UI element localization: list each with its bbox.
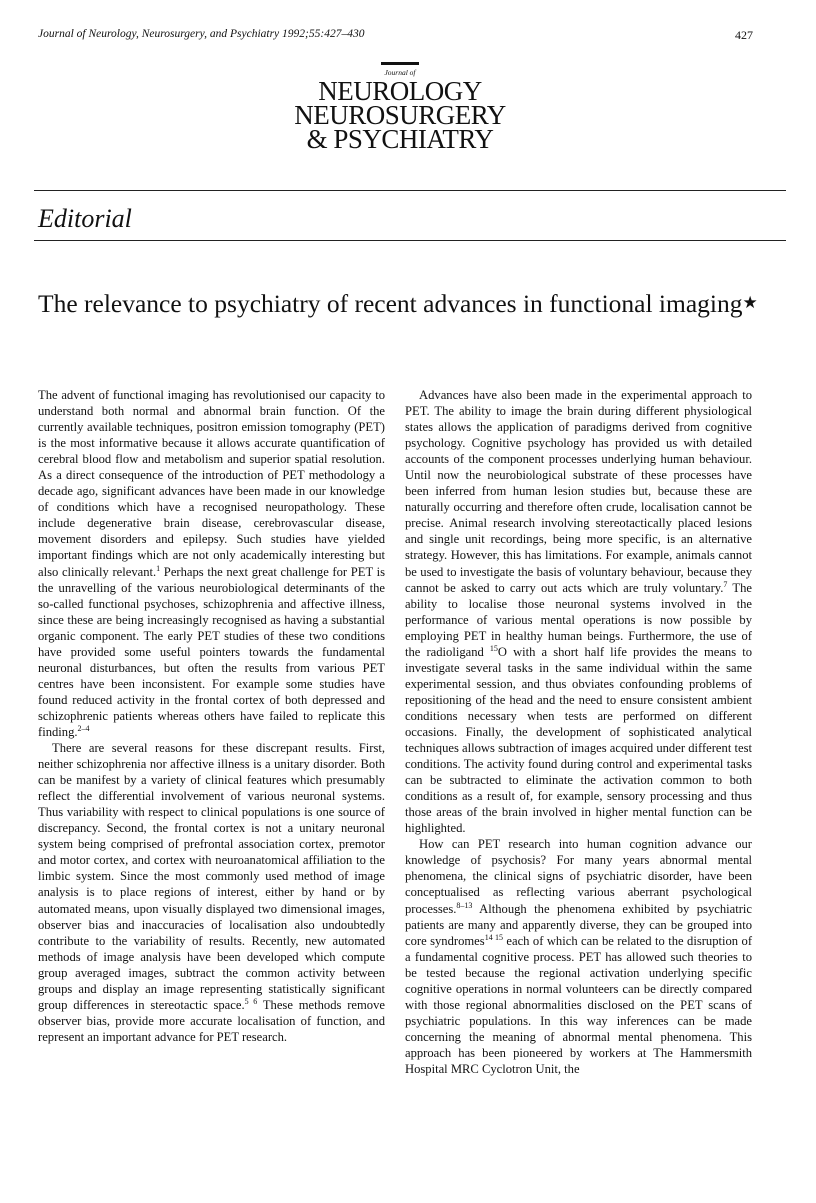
paragraph bbox=[38, 740, 385, 1045]
reference-marker: 1 bbox=[156, 563, 161, 573]
paragraph-text: There are several reasons for these discrepant results. First, neither schizophrenia nor affective illness is a unitary disorder. Both can be manifest by a variety of clinical features which presumably reflect the differential involvement of various neuronal systems. Thus variability with respect to clinical populations is one source of discrepancy. Second, the frontal cortex is not a unitary neuronal system being comprised of prefrontal association cortex, premotor and motor cortex, and cortex with neuroanatomical affiliation to the limbic system. Since the most commonly used method of image analysis is to place regions of interest, either by hand or by automated means, upon visually displayed two dimensional images, observer bias and inaccuracies of localisation also undoubtedly contribute to the variability of results. Recently, new automated methods of image analysis have been developed which compute group averaged images, subtract the common activity between groups and display an image representing statistically significant group differences in stereotactic space. bbox=[38, 741, 385, 1012]
paragraph bbox=[405, 387, 752, 836]
journal-logo bbox=[250, 62, 550, 154]
paragraph-text: Although the phenomena exhibited by psychiatric patients are many and apparently diverse, they can be grouped into core syndromes bbox=[405, 901, 752, 948]
title-footnote-mark: ★ bbox=[742, 293, 758, 312]
bottom-rule bbox=[34, 240, 786, 241]
article-title bbox=[38, 288, 778, 319]
paragraph-text: The advent of functional imaging has revolutionised our capacity to understand both normal and abnormal brain function. Of the currently available techniques, positron emission tomography (PET) is the most informative because it allows accurate quantification of cerebral blood flow and metabolism and superior spatial resolution. As a direct consequence of the introduction of PET methodology a decade ago, significant advances have been made in our knowledge of conditions which have a recognised neuropathology. These include degenerative brain disease, cerebrovascular disease, movement disorders and epilepsy. Such studies have yielded important findings which are not only academically interesting but also clinically relevant. bbox=[38, 388, 385, 579]
reference-marker: 5 6 bbox=[244, 996, 258, 1006]
logo-bar bbox=[381, 62, 419, 65]
paragraph-text: How can PET research into human cognition advance our knowledge of psychosis? For many years abnormal mental phenomena, the clinical signs of psychiatric disorder, have been conceptualised as reflecting various aberrant psychological processes. bbox=[405, 837, 752, 916]
isotope-superscript: 15 bbox=[489, 643, 498, 653]
top-rule bbox=[34, 190, 786, 191]
right-column bbox=[405, 387, 752, 1077]
paragraph bbox=[405, 836, 752, 1077]
section-heading: Editorial bbox=[38, 204, 132, 233]
article-title-text: The relevance to psychiatry of recent advances in functional imaging bbox=[38, 289, 743, 318]
paragraph-text: O with a short half life provides the means to investigate several tasks in the same individual within the same experimental session, and thus obviates confounding problems of repositioning of the head and the need to ensure consistent ambient conditions necessary when tests are performed on different occasions. Finally, the development of sophisticated analytical techniques allows subtraction of images acquired under different test conditions. The activity found during control and experimental tasks can be subtracted to eliminate the activation common to both conditions as a result of, for example, sensory processing and thus those areas of the brain involved in higher mental function can be highlighted. bbox=[405, 644, 752, 836]
paragraph-text: Advances have also been made in the experimental approach to PET. The ability to image the brain during different physiological states allows the application of paradigms derived from cognitive psychology. Cognitive psychology has provided us with detailed accounts of the component processes underlying human behaviour. Until now the neurobiological substrate of these processes have been inferred from human lesion studies but, because these are naturally occurring and therefore often crude, localisation cannot be precise. Animal research involving stereotactically placed lesions and single unit recordings, being more specific, is an alternative strategy. However, this has limitations. For example, animals cannot be used to investigate the basis of voluntary behaviour, because they cannot be asked to carry out acts which are truly voluntary. bbox=[405, 388, 752, 595]
reference-marker: 8–13 bbox=[456, 900, 473, 910]
logo-line-2: NEUROSURGERY bbox=[294, 100, 506, 130]
reference-marker: 2–4 bbox=[77, 723, 90, 733]
paragraph-text: The ability to localise those neuronal systems involved in the performance of various mental operations is now possible by employing PET in healthy human beings. Furthermore, the use of the radioligand bbox=[405, 580, 752, 659]
logo-line-3: & PSYCHIATRY bbox=[306, 124, 494, 154]
reference-marker: 14 15 bbox=[484, 932, 503, 942]
left-column bbox=[38, 387, 385, 1045]
paragraph-text: Perhaps the next great challenge for PET is the unravelling of the various neurobiological determinants of the so-called functional psychoses, schizophrenia and affective illness, since these are being increasingly recognised as having a substantial organic component. The early PET studies of these two conditions have provided some useful pointers towards the fundamental neuronal disturbances, but often the results from various PET centres have been inconsistent. For example some studies have found reduced activity in the frontal cortex of both depressed and schizophrenic patients whereas others have failed to replicate this finding. bbox=[38, 564, 385, 739]
paragraph-text: each of which can be related to the disruption of a fundamental cognitive process. PET has allowed such theories to be tested because the regional activation underlying specific cognitive operations in normal volunteers can be directly compared with those regional abnormalities disclosed on the PET scans of psychiatric populations. In this way inferences can be made concerning the meaning of abnormal mental phenomena. This approach has been pioneered by workers at The Hammersmith Hospital MRC Cyclotron Unit, the bbox=[405, 933, 753, 1076]
reference-marker: 7 bbox=[723, 579, 728, 589]
paragraph bbox=[38, 387, 385, 740]
page-number: 427 bbox=[735, 28, 753, 42]
logo-line-1: NEUROLOGY bbox=[318, 76, 482, 106]
logo-small-text: Journal of bbox=[384, 68, 416, 77]
journal-citation: Journal of Neurology, Neurosurgery, and Psychiatry 1992;55:427–430 bbox=[38, 28, 365, 40]
paragraph-text: These methods remove observer bias, provide more accurate localisation of function, and represent an important advance for PET research. bbox=[38, 997, 385, 1044]
